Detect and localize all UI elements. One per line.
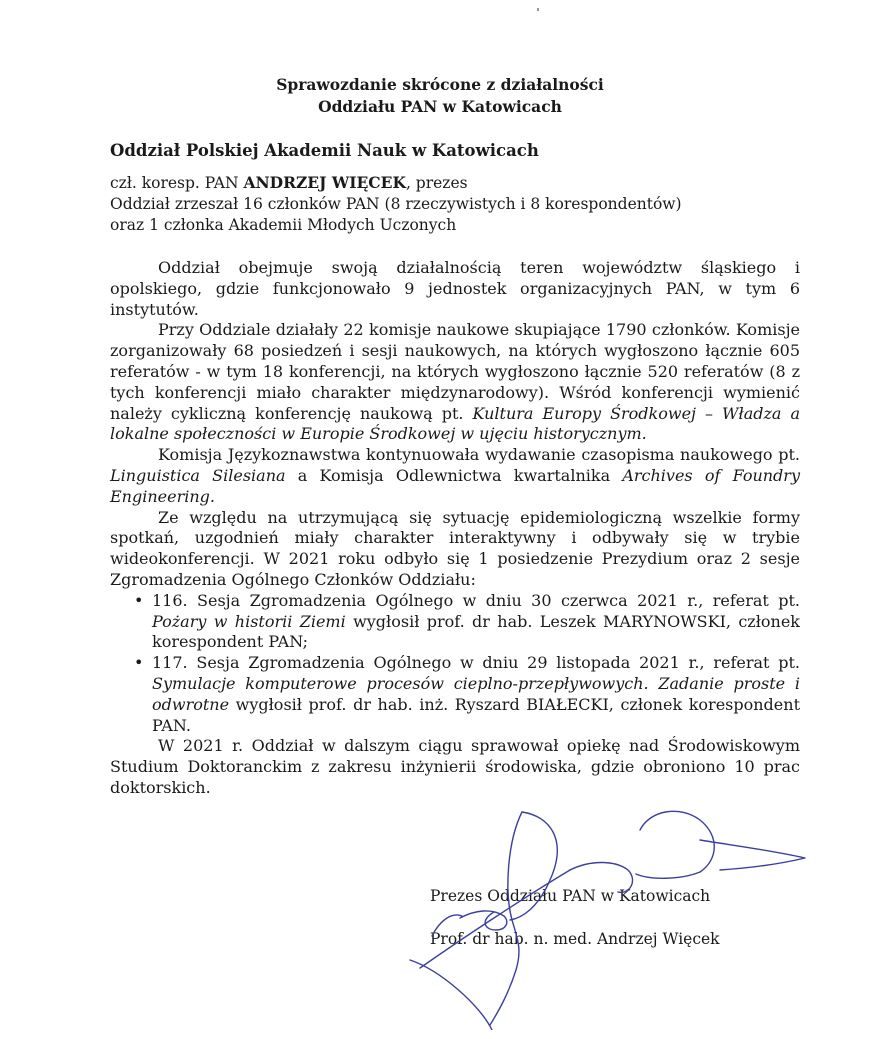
- session-116-lecture-title: Pożary w historii Ziemi: [152, 611, 346, 631]
- session-117-lecture-title: Symulacje komputerowe procesów cieplno-przepływowych. Zadanie proste i odwrotne: [152, 673, 800, 714]
- commissions-text: Przy Oddziale działały 22 komisje naukowe skupiające 1790 członków. Komisje zorganizowały 68 posiedzeń i sesji naukowych, na których wygłoszono łącznie 605 referatów - w tym 18 konferencji, na których wygłoszono łącznie 520 referatów (8 z tych konferencji miało charakter międzynarodowy). Wśród konferencji wymienić należy cykliczną konferencję naukową pt.: [110, 320, 800, 423]
- branch-info: [110, 172, 790, 236]
- journal-linguistica: Linguistica Silesiana: [110, 465, 286, 485]
- paragraph-doctoral-studies: W 2021 r. Oddział w dalszym ciągu sprawował opiekę nad Środowiskowym Studium Doktoranckim z zakresu inżynierii środowiska, gdzie obroniono 10 prac doktorskich.: [110, 736, 800, 797]
- report-body: [110, 258, 800, 799]
- journal-foundry: Archives of Foundry Engineering.: [110, 465, 800, 506]
- signatory-name: Prof. dr hab. n. med. Andrzej Więcek: [430, 930, 720, 948]
- members-line: Oddział zrzeszał 16 członków PAN (8 rzeczywistych i 8 korespondentów): [110, 195, 682, 213]
- list-item-session-116: [152, 591, 800, 653]
- session-117-text-a: 117. Sesja Zgromadzenia Ogólnego w dniu 29 listopada 2021 r., referat pt.: [152, 653, 800, 673]
- signatory-title: Prezes Oddziału PAN w Katowicach: [430, 887, 711, 905]
- conference-title: Kultura Europy Środkowej – Władza a lokalne społeczności w Europie Środkowej w ujęciu historycznym.: [110, 403, 801, 444]
- young-academy-line: oraz 1 członka Akademii Młodych Uczonych: [110, 216, 457, 234]
- organization-heading: Oddział Polskiej Akademii Nauk w Katowicach: [110, 141, 539, 160]
- journals-text-b: a Komisja Odlewnictwa kwartalnika: [285, 465, 623, 485]
- session-117-text-b: wygłosił prof. dr hab. inż. Ryszard BIAŁECKI, członek korespondent PAN.: [152, 694, 800, 735]
- journals-text-a: Komisja Językoznawstwa kontynuowała wydawanie czasopisma naukowego pt.: [158, 445, 800, 465]
- handwritten-signature: [400, 800, 820, 1030]
- paragraph-commissions: [110, 320, 800, 445]
- president-suffix: , prezes: [405, 174, 468, 192]
- report-title-line2: Oddziału PAN w Katowicach: [318, 97, 562, 116]
- sessions-list: [110, 591, 800, 737]
- paragraph-journals: [110, 445, 800, 507]
- session-116-text-b: wygłosił prof. dr hab. Leszek MARYNOWSKI, członek korespondent PAN;: [152, 611, 800, 652]
- report-title-line1: Sprawozdanie skrócone z działalności: [276, 75, 604, 94]
- president-line: [110, 172, 790, 194]
- list-item-session-117: [152, 653, 800, 736]
- president-prefix: czł. koresp. PAN: [110, 174, 244, 192]
- scan-speck: [537, 8, 539, 11]
- paragraph-meetings: Ze względu na utrzymującą się sytuację epidemiologiczną wszelkie formy spotkań, uzgodnień miały charakter interaktywny i odbywały się w trybie wideokonferencji. W 2021 roku odbyło się 1 posiedzenie Prezydium oraz 2 sesje Zgromadzenia Ogólnego Członków Oddziału:: [110, 507, 800, 589]
- president-name: ANDRZEJ WIĘCEK: [243, 173, 406, 192]
- paragraph-territory: Oddział obejmuje swoją działalnością teren województw śląskiego i opolskiego, gdzie funkcjonowało 9 jednostek organizacyjnych PAN, w tym 6 instytutów.: [110, 258, 800, 319]
- session-116-text-a: 116. Sesja Zgromadzenia Ogólnego w dniu 30 czerwca 2021 r., referat pt.: [152, 590, 800, 610]
